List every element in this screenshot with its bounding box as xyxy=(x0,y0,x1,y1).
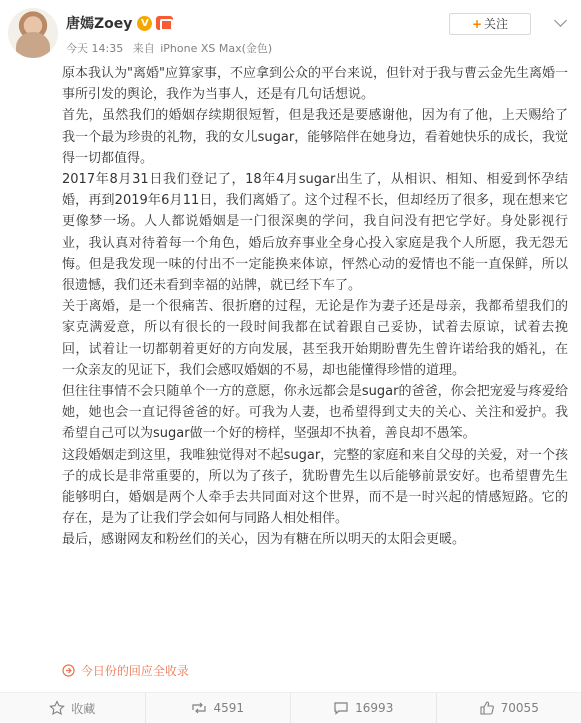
like-count: 70055 xyxy=(500,701,539,715)
post-paragraph: 首先，虽然我们的婚姻存续期很短暂，但是我还是要感谢他，因为有了他，上天赐给了我一个最为珍贵的礼物，我的女儿sugar，能够陪伴在她身边，看着她快乐的成长，我觉得一切都值得。 xyxy=(62,108,568,166)
avatar[interactable] xyxy=(8,8,58,58)
collection-link[interactable] xyxy=(62,662,189,679)
post-meta xyxy=(66,40,278,56)
post-paragraph: 2017年8月31日我们登记了，18年4月sugar出生了，从相识、相知、相爱到怀孕结婚，再到2019年6月11日，我们离婚了。这个过程不长，但却经历了很多，现在想来它更像梦一场。人人都说婚姻是一门很深奥的学问，我自问没有把它学好。身处影视行业，我认真对待着每一个角色，婚后放弃事业全身心投入家庭是我个人所愿，我无怨无悔。但是我发现一味的付出不一定能换来体谅，怦然心动的爱情也不能一直保鲜，所以很遗憾，我们还未看到幸福的站牌，就已经下车了。 xyxy=(62,172,568,294)
collection-link-label: 今日份的回应全收录 xyxy=(80,664,189,678)
repost-count: 4591 xyxy=(213,701,245,715)
source-prefix: 来自 xyxy=(132,42,155,55)
post-paragraph: 原本我认为"离婚"应算家事，不应拿到公众的平台来说，但针对于我与曹云金先生离婚一事所引发的舆论，我作为当事人，还是有几句话想说。 xyxy=(62,66,568,103)
link-icon xyxy=(62,664,75,677)
post-paragraph: 这段婚姻走到这里，我唯独觉得对不起sugar，完整的家庭和来自父母的关爱，对一个孩子的成长是非常重要的，所以为了孩子，犹盼曹先生以后能够前景安好。也希望曹先生能够明白，婚姻是两个人牵手去共同面对这个世界，而不是一时兴起的情感短路。它的存在，是为了让我们学会如何与同路人相处相伴。 xyxy=(62,447,568,527)
thumbs-up-icon xyxy=(479,700,495,716)
verified-badge-icon: V xyxy=(137,16,152,31)
comment-icon xyxy=(333,700,349,716)
follow-button[interactable] xyxy=(449,13,531,35)
star-icon xyxy=(49,700,65,716)
follow-label: 关注 xyxy=(484,17,509,31)
username[interactable]: 唐嫣Zoey xyxy=(66,16,133,32)
name-row xyxy=(66,13,173,33)
post-source: iPhone XS Max(金色) xyxy=(160,42,273,55)
favorite-button[interactable] xyxy=(0,693,146,723)
plus-icon: + xyxy=(471,17,483,31)
post-paragraph: 但往往事情不会只随单个一方的意愿，你永远都会是sugar的爸爸，你会把宠爱与疼爱给她，她也会一直记得爸爸的好。可我为人妻，也希望得到丈夫的关心、关注和爱护。我希望自己可以为sugar做一个好的榜样，坚强却不执着，善良却不愚笨。 xyxy=(62,384,568,442)
post-header xyxy=(0,0,581,60)
like-button[interactable] xyxy=(437,693,581,723)
repost-icon xyxy=(191,700,207,716)
post-time[interactable]: 今天 14:35 xyxy=(66,42,124,55)
action-bar xyxy=(0,692,581,723)
post-paragraph: 最后，感谢网友和粉丝们的关心，因为有糖在所以明天的太阳会更暖。 xyxy=(62,532,466,548)
comment-button[interactable] xyxy=(291,693,437,723)
post-paragraph: 关于离婚，是一个很痛苦、很折磨的过程，无论是作为妻子还是母亲，我都希望我们的家克满爱意，所以有很长的一段时间我都在试着跟自己妥协，试着去原谅，试着去挽回，试着让一切都朝着更好的方向发展，甚至我开始期盼曹先生曾许诺给我的婚礼，在一众亲友的见证下，我们会感叹婚姻的不易，却也能懂得珍惜的道理。 xyxy=(62,299,568,378)
favorite-label: 收藏 xyxy=(71,701,96,716)
member-level-icon xyxy=(156,16,173,30)
post-content xyxy=(62,63,568,551)
comment-count: 16993 xyxy=(355,701,394,715)
repost-button[interactable] xyxy=(146,693,292,723)
chevron-down-icon[interactable] xyxy=(553,13,569,29)
